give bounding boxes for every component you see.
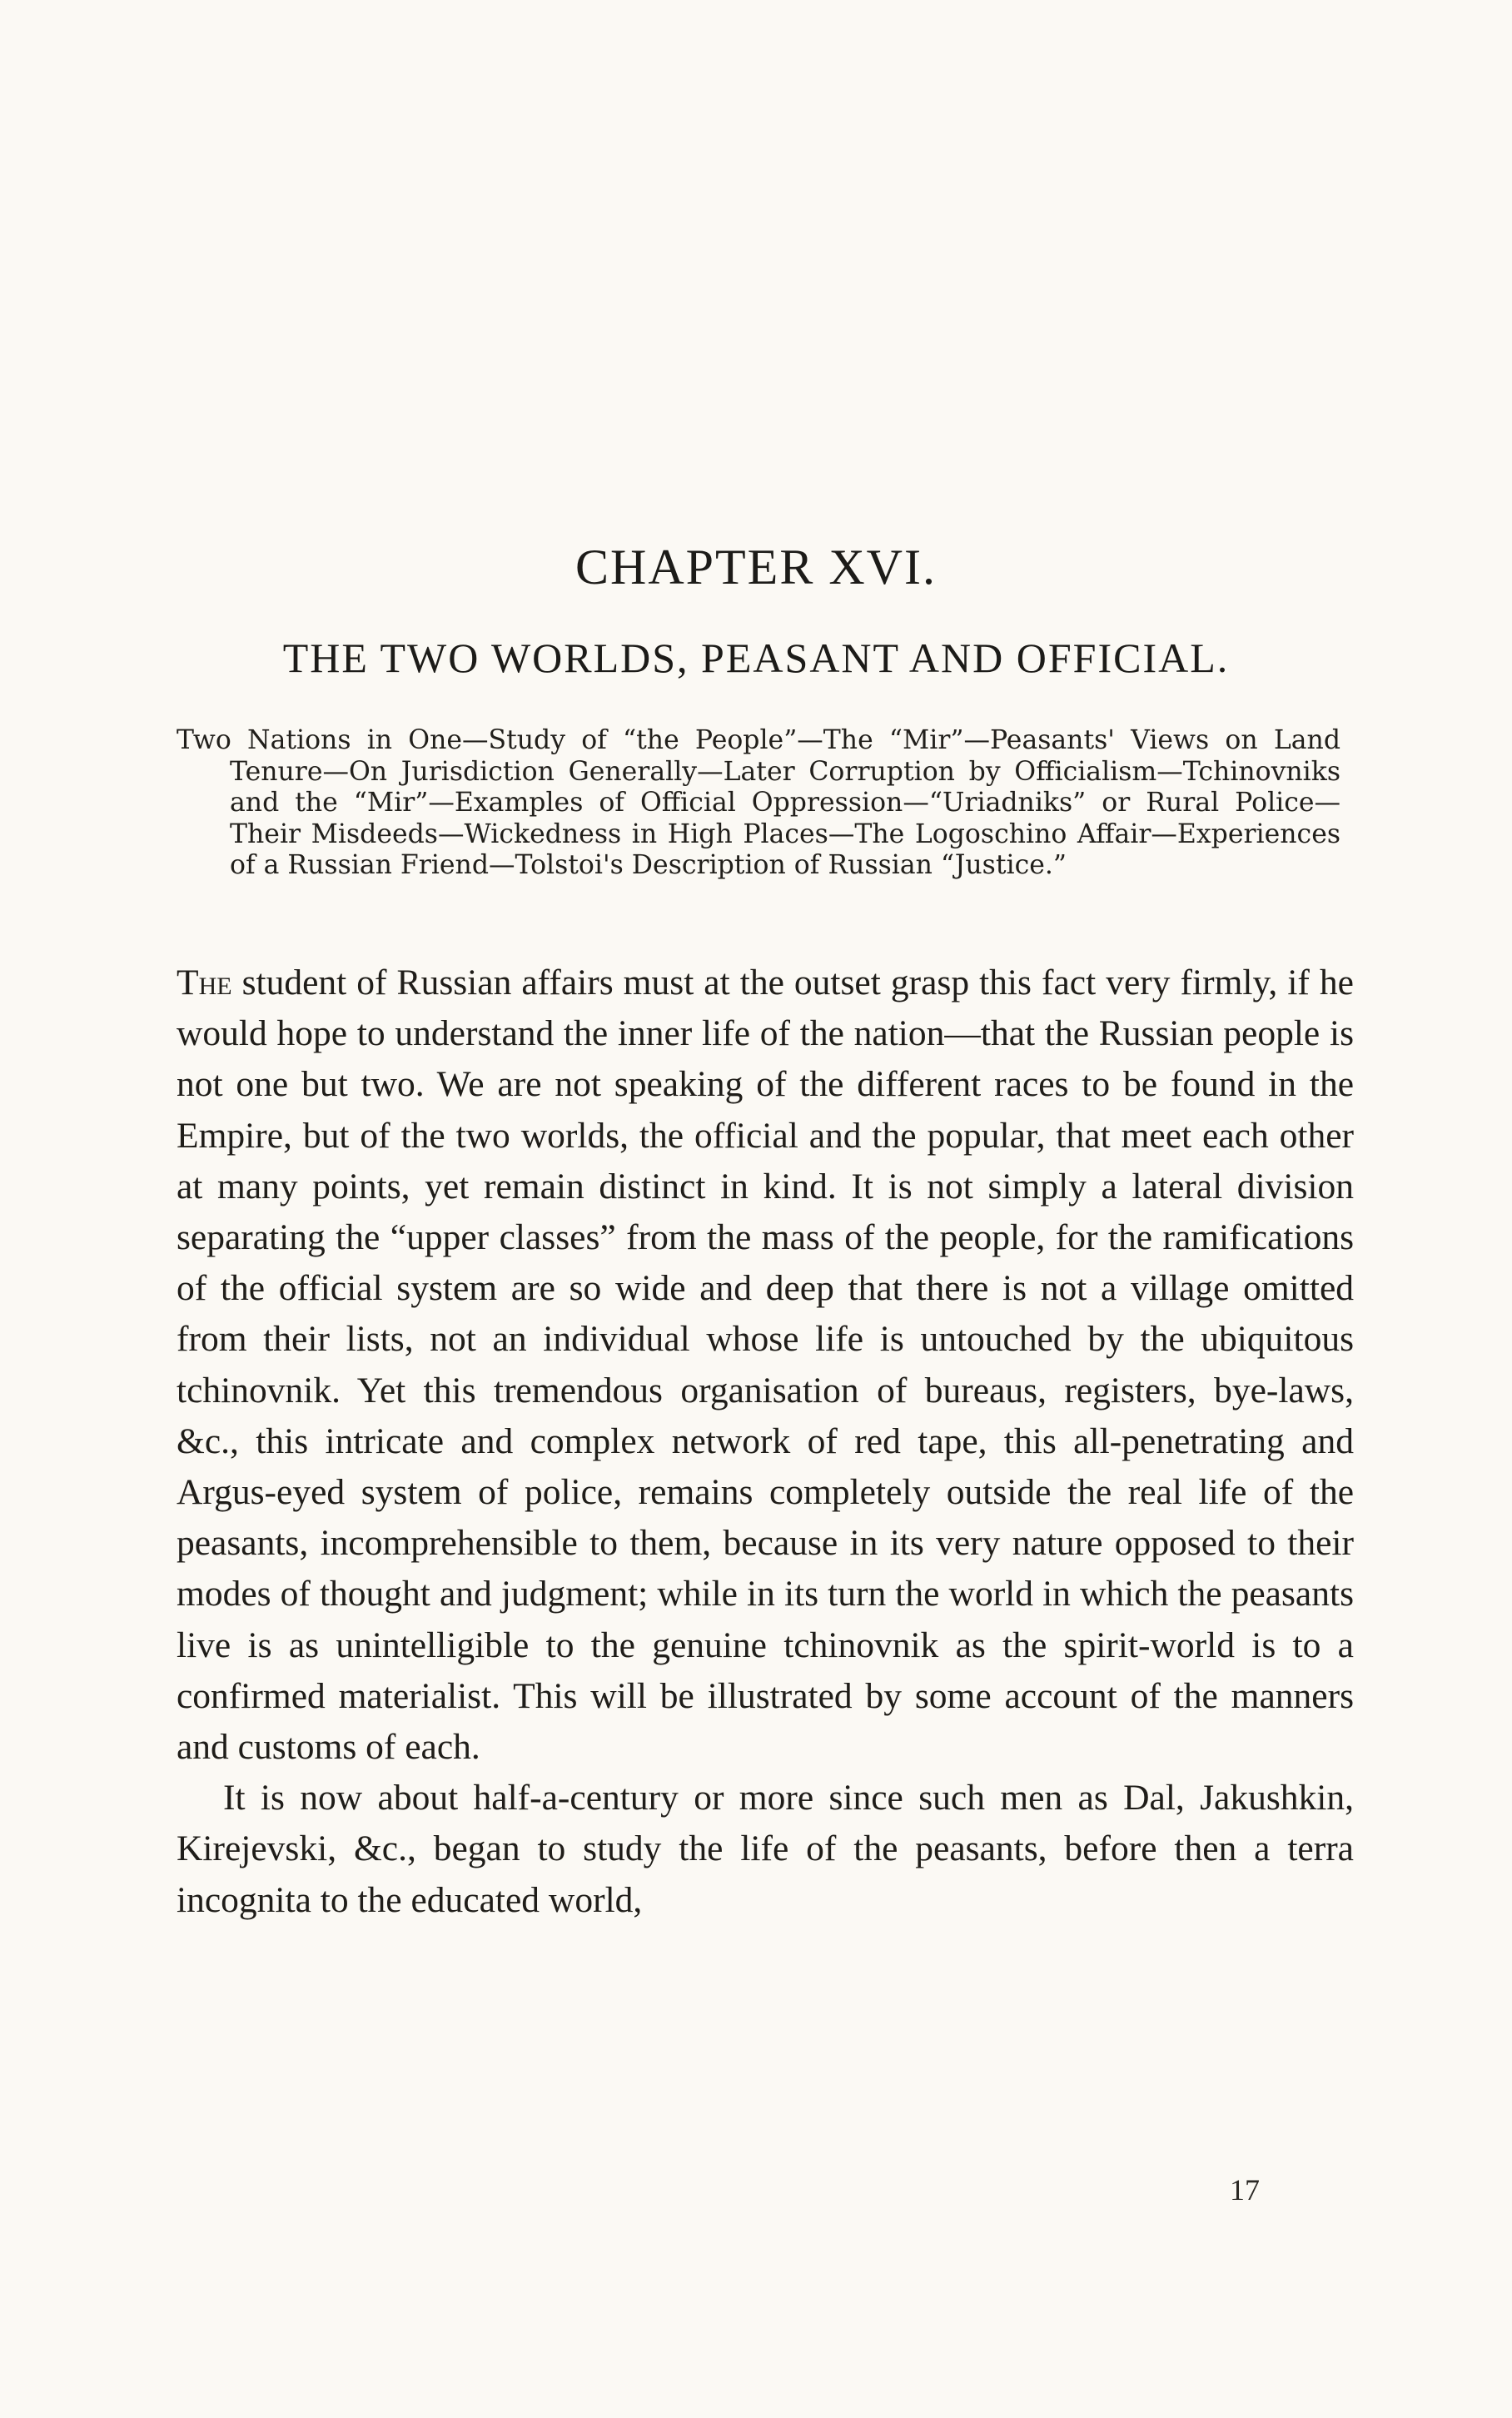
chapter-summary: Two Nations in One—Study of “the People”—The “Mir”—Peasants' Views on Land Tenure—On Jurisdiction Generally—Later Corruption by Officialism—Tchinovniks and the “Mir”—Examples of Official Oppression—“Uriadniks” or Rural Police—Their Misdeeds—Wickedness in High Places—The Logoschino Affair—Experiences of a Russian Friend—Tolstoi's Description of Russian “Justice.” bbox=[177, 725, 1340, 881]
body-paragraph bbox=[177, 958, 1354, 1773]
page-number: 17 bbox=[1230, 2173, 1260, 2207]
chapter-title: THE TWO WORLDS, PEASANT AND OFFICIAL. bbox=[282, 634, 1230, 681]
body-paragraph: It is now about half-a-century or more since such men as Dal, Jakushkin, Kirejevski, &c., began to study the life of the peasants, before then a terra incognita to the educated world, bbox=[177, 1778, 1354, 1920]
paragraph-lead-in: The bbox=[177, 963, 232, 1003]
paragraph-text: student of Russian affairs must at the outset grasp this fact very firmly, if he would hope to understand the inner life of the nation—that the Russian people is not one but two. We are not speaking of the different races to be found in the Empire, but of the two worlds, the official and the popular, that meet each other at many points, yet remain distinct in kind. It is not simply a lateral division separating the “upper classes” from the mass of the people, for the ramifications of the official system are so wide and deep that there is not a village omitted from their lists, not an individual whose life is untouched by the ubiquitous tchinovnik. Yet this tremendous organisation of bureaus, registers, bye-laws, &c., this intricate and complex network of red tape, this all-penetrating and Argus-eyed system of police, remains completely outside the real life of the peasants, incomprehensible to them, because in its very nature opposed to their modes of thought and judgment; while in its turn the world in which the peasants live is as unintelligible to the genuine tchinovnik as the spirit-world is to a confirmed materialist. This will be illustrated by some account of the manners and customs of each. bbox=[177, 963, 1354, 1768]
chapter-body bbox=[177, 958, 1354, 1926]
chapter-number: CHAPTER XVI. bbox=[574, 540, 937, 595]
